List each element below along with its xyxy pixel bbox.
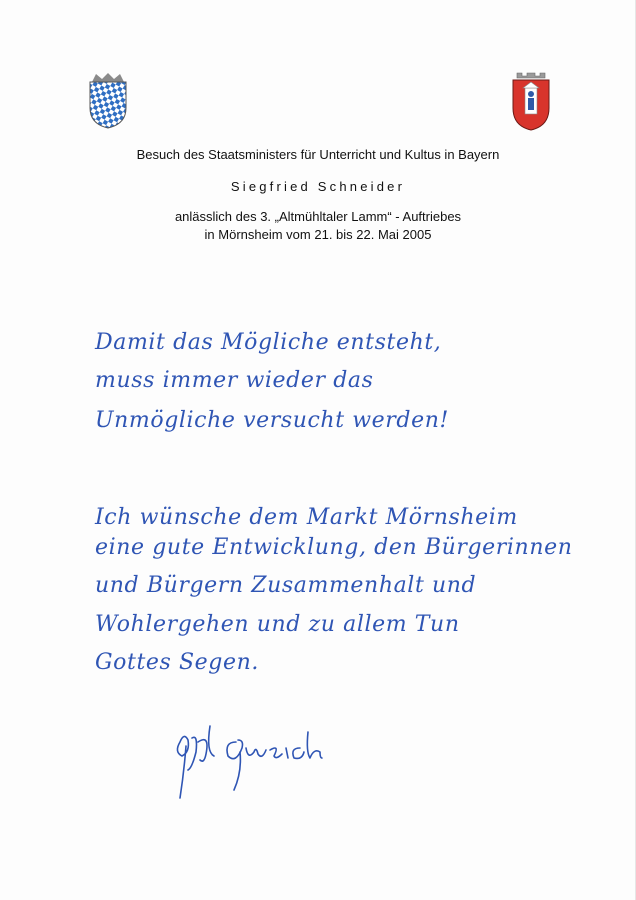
- handwritten-wish-line-2: eine gute Entwicklung, den Bürgerinnen: [95, 535, 573, 560]
- handwritten-quote-line-3: Unmögliche versucht werden!: [95, 408, 449, 433]
- handwritten-signature: [170, 712, 390, 812]
- handwritten-wish-line-4: Wohlergehen und zu allem Tun: [95, 612, 460, 637]
- handwritten-wish-line-3: und Bürgern Zusammenhalt und: [95, 573, 477, 598]
- handwritten-quote-line-1: Damit das Mögliche entsteht,: [95, 330, 442, 355]
- handwritten-wish-line-1: Ich wünsche dem Markt Mörnsheim: [95, 505, 518, 530]
- occasion-line: anlässlich des 3. „Altmühltaler Lamm“ - Auftriebes: [174, 209, 462, 224]
- handwritten-wish-line-5: Gottes Segen.: [95, 650, 259, 675]
- date-place-line: in Mörnsheim vom 21. bis 22. Mai 2005: [204, 227, 432, 242]
- handwritten-quote-line-2: muss immer wieder das: [95, 368, 374, 393]
- minister-name: Siegfried Schneider: [230, 179, 406, 194]
- moernsheim-coat-of-arms-icon: [509, 72, 553, 132]
- visit-heading: Besuch des Staatsministers für Unterricht und Kultus in Bayern: [136, 147, 500, 162]
- bavaria-coat-of-arms-icon: [86, 72, 130, 130]
